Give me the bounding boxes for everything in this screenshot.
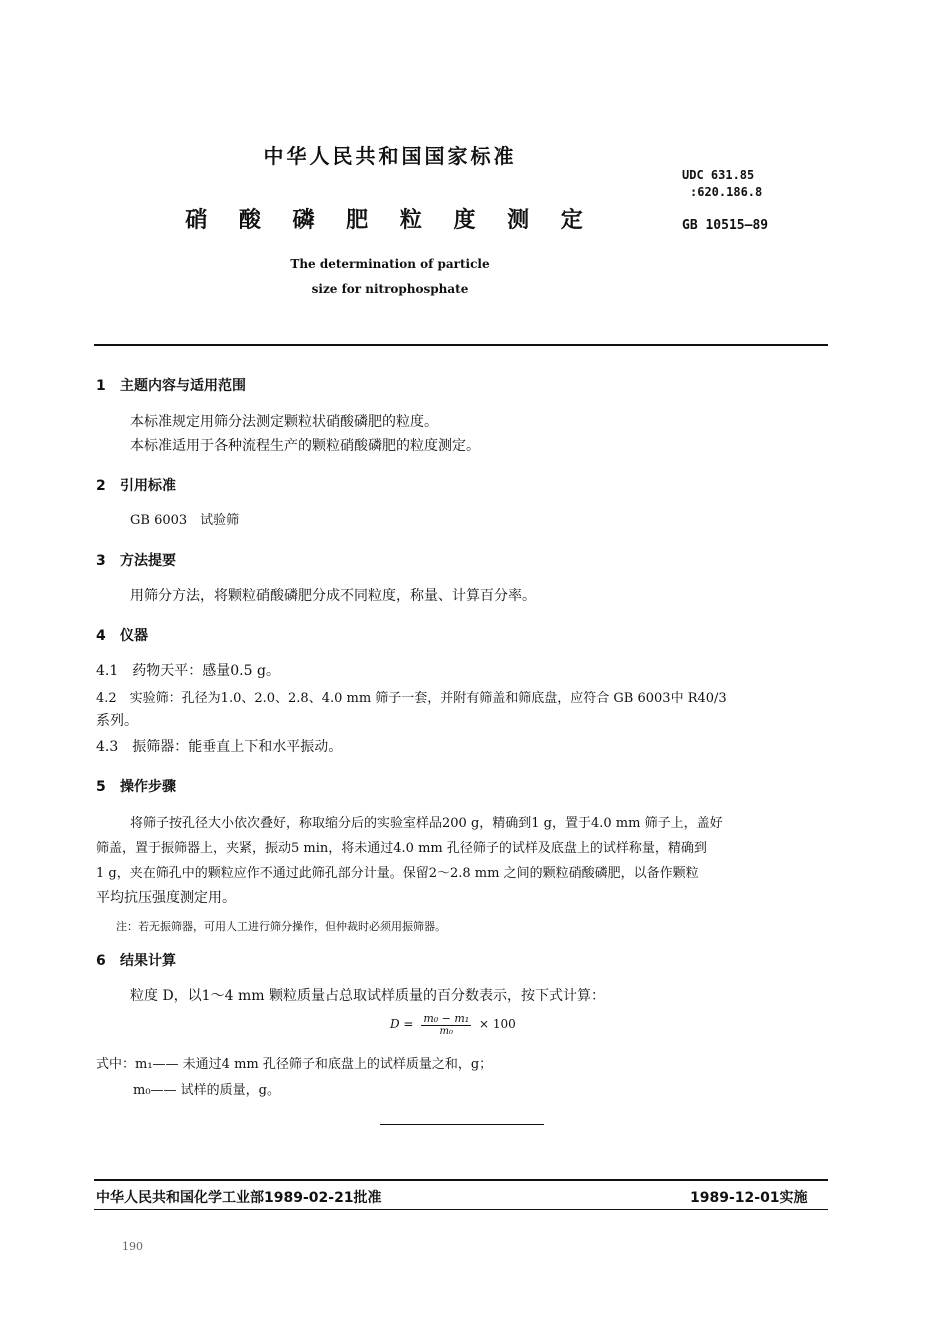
paragraph: 用筛分方法，将颗粒硝酸磷肥分成不同粒度，称量、计算百分率。 xyxy=(130,588,536,604)
section-heading xyxy=(96,625,148,645)
section-title: 主题内容与适用范围 xyxy=(120,378,246,394)
section-number: 4 xyxy=(96,628,106,644)
section-heading xyxy=(96,375,246,395)
formula-numerator: m₀ − m₁ xyxy=(423,1012,470,1025)
footer-rule-bottom xyxy=(94,1209,828,1210)
paragraph-line: 筛盖，置于振筛器上，夹紧，振动5 min，将未通过4.0 mm 孔径筛子的试样及底盘上的试样称量，精确到 xyxy=(96,841,707,856)
list-item: 4.3 振筛器：能垂直上下和水平振动。 xyxy=(96,739,343,755)
english-title-line2: size for nitrophosphate xyxy=(311,282,469,296)
paragraph: 本标准规定用筛分法测定颗粒状硝酸磷肥的粒度。 xyxy=(130,414,438,430)
section-number: 6 xyxy=(96,953,106,969)
section-heading xyxy=(96,550,176,570)
section-number: 1 xyxy=(96,378,106,394)
list-item-continued: 系列。 xyxy=(96,713,138,729)
english-title-line1: The determination of particle xyxy=(290,257,490,271)
paragraph-line: 平均抗压强度测定用。 xyxy=(96,890,236,906)
list-item: 4.2 实验筛：孔径为1.0、2.0、2.8、4.0 mm 筛子一套，并附有筛盖和筛底盘，应符合 GB 6003中 R40/3 xyxy=(96,691,727,706)
gb-number: GB 10515—89 xyxy=(682,218,769,233)
section-heading xyxy=(96,475,176,495)
note: 注：若无振筛器，可用人工进行筛分操作，但仲裁时必须用振筛器。 xyxy=(116,920,446,933)
approval-line: 中华人民共和国化学工业部1989-02-21批准 xyxy=(96,1190,382,1206)
page-number: 190 xyxy=(122,1240,143,1253)
paragraph: 本标准适用于各种流程生产的颗粒硝酸磷肥的粒度测定。 xyxy=(130,438,480,454)
paragraph: GB 6003 试验筛 xyxy=(130,513,240,528)
formula-lhs: D = xyxy=(390,1017,414,1031)
formula-rhs: × 100 xyxy=(479,1017,516,1031)
list-item: 4.1 药物天平：感量0.5 g。 xyxy=(96,663,280,679)
paragraph-line: 将筛子按孔径大小依次叠好，称取缩分后的实验室样品200 g，精确到1 g，置于4.0 mm 筛子上，盖好 xyxy=(130,816,723,831)
formula xyxy=(390,1012,516,1037)
formula-fraction xyxy=(421,1012,471,1037)
section-title: 结果计算 xyxy=(120,953,176,969)
section-title: 仪器 xyxy=(120,628,148,644)
footer-rule xyxy=(94,1179,828,1181)
variable-definition: 式中：m₁—— 未通过4 mm 孔径筛子和底盘上的试样质量之和，g； xyxy=(96,1057,493,1072)
section-number: 5 xyxy=(96,779,106,795)
standard-org: 中华人民共和国国家标准 xyxy=(263,144,517,168)
formula-denominator: m₀ xyxy=(439,1026,454,1037)
end-rule xyxy=(380,1124,544,1125)
paragraph: 粒度 D，以1～4 mm 颗粒质量占总取试样质量的百分数表示，按下式计算： xyxy=(130,988,605,1004)
section-title: 引用标准 xyxy=(120,478,176,494)
variable-definition: m₀—— 试样的质量，g。 xyxy=(133,1083,280,1098)
udc-code-sub: :620.186.8 xyxy=(690,185,763,199)
section-heading xyxy=(96,776,176,796)
header-rule xyxy=(94,344,828,346)
section-number: 3 xyxy=(96,553,106,569)
section-title: 方法提要 xyxy=(120,553,176,569)
implementation-date: 1989-12-01实施 xyxy=(690,1190,808,1206)
section-number: 2 xyxy=(96,478,106,494)
document-title: 硝 酸 磷 肥 粒 度 测 定 xyxy=(185,208,595,233)
udc-code: UDC 631.85 xyxy=(682,168,755,182)
section-heading xyxy=(96,950,176,970)
paragraph-line: 1 g，夹在筛孔中的颗粒应作不通过此筛孔部分计量。保留2～2.8 mm 之间的颗粒硝酸磷肥，以备作颗粒 xyxy=(96,866,699,881)
section-title: 操作步骤 xyxy=(120,779,176,795)
